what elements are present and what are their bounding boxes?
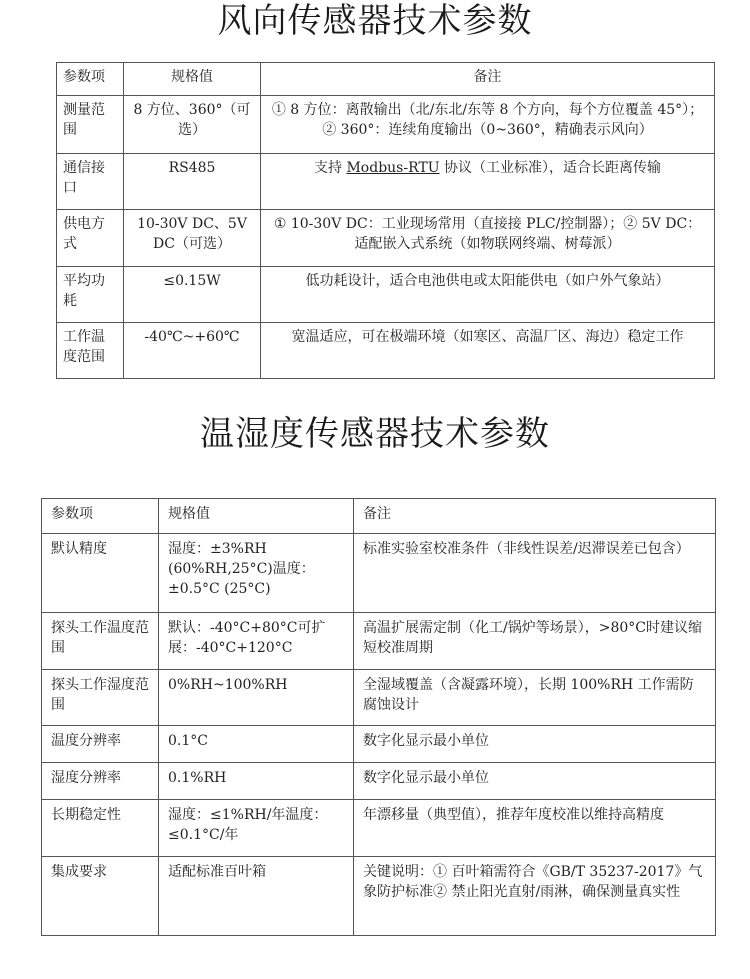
- note-cell: ① 10-30V DC：工业现场常用（直接接 PLC/控制器）；② 5V DC：适配嵌入式系统（如物联网终端、树莓派）: [261, 210, 715, 267]
- note-cell: 年漂移量（典型值），推荐年度校准以维持高精度: [354, 800, 716, 857]
- spec-cell: 默认：-40°C+80°C可扩展：-40°C+120°C: [159, 613, 354, 670]
- param-cell: 探头工作湿度范围: [42, 670, 159, 726]
- param-cell: 默认精度: [42, 534, 159, 613]
- header-note: 备注: [354, 499, 716, 534]
- wind-sensor-table: [56, 62, 715, 379]
- spec-cell: 湿度：≤1%RH/年温度：≤0.1°C/年: [159, 800, 354, 857]
- spec-cell: 10-30V DC、5V DC（可选）: [124, 210, 261, 267]
- table-row: [57, 154, 715, 210]
- note-cell: [261, 154, 715, 210]
- spec-cell: 0.1°C: [159, 726, 354, 763]
- temp-humidity-table: [41, 498, 716, 936]
- table-row: [42, 726, 716, 763]
- param-cell: 温度分辨率: [42, 726, 159, 763]
- header-param: 参数项: [42, 499, 159, 534]
- note-cell: 宽温适应，可在极端环境（如寒区、高温厂区、海边）稳定工作: [261, 323, 715, 379]
- note-cell: 高温扩展需定制（化工/锅炉等场景），>80°C时建议缩短校准周期: [354, 613, 716, 670]
- table-row: [42, 857, 716, 936]
- table-row: [57, 267, 715, 323]
- note-cell: 标准实验室校准条件（非线性误差/迟滞误差已包含）: [354, 534, 716, 613]
- spec-cell: ≤0.15W: [124, 267, 261, 323]
- note-cell: 关键说明：① 百叶箱需符合《GB/T 35237-2017》气象防护标准② 禁止阳光直射/雨淋，确保测量真实性: [354, 857, 716, 936]
- param-cell: 平均功耗: [57, 267, 124, 323]
- spec-cell: 湿度：±3%RH (60%RH,25°C)温度：±0.5°C (25°C): [159, 534, 354, 613]
- table-row: [57, 323, 715, 379]
- param-cell: 长期稳定性: [42, 800, 159, 857]
- note-pre: 支持: [314, 160, 347, 176]
- table-row: [42, 534, 716, 613]
- param-cell: 探头工作温度范围: [42, 613, 159, 670]
- spec-cell: RS485: [124, 154, 261, 210]
- header-param: 参数项: [57, 63, 124, 96]
- table-header-row: [42, 499, 716, 534]
- header-note: 备注: [261, 63, 715, 96]
- spec-cell: -40℃~+60℃: [124, 323, 261, 379]
- table-row: [42, 763, 716, 800]
- param-cell: 集成要求: [42, 857, 159, 936]
- param-cell: 测量范围: [57, 96, 124, 154]
- header-spec: 规格值: [124, 63, 261, 96]
- param-cell: 工作温度范围: [57, 323, 124, 379]
- temp-humidity-title: 温湿度传感器技术参数: [200, 414, 550, 454]
- param-cell: 湿度分辨率: [42, 763, 159, 800]
- wind-sensor-title: 风向传感器技术参数: [217, 1, 533, 41]
- param-cell: 通信接口: [57, 154, 124, 210]
- spec-cell: 8 方位、360°（可选）: [124, 96, 261, 154]
- note-cell: 低功耗设计，适合电池供电或太阳能供电（如户外气象站）: [261, 267, 715, 323]
- header-spec: 规格值: [159, 499, 354, 534]
- note-cell: 数字化显示最小单位: [354, 726, 716, 763]
- modbus-link-text: Modbus-RTU: [346, 160, 440, 176]
- table-header-row: [57, 63, 715, 96]
- table-row: [42, 613, 716, 670]
- spec-cell: 0%RH~100%RH: [159, 670, 354, 726]
- note-cell: 全湿域覆盖（含凝露环境），长期 100%RH 工作需防腐蚀设计: [354, 670, 716, 726]
- note-cell: ① 8 方位：离散输出（北/东北/东等 8 个方向，每个方位覆盖 45°）；② 360°：连续角度输出（0~360°，精确表示风向）: [261, 96, 715, 154]
- table-row: [42, 800, 716, 857]
- table-row: [42, 670, 716, 726]
- table-row: [57, 210, 715, 267]
- spec-cell: 适配标准百叶箱: [159, 857, 354, 936]
- param-cell: 供电方式: [57, 210, 124, 267]
- table-row: [57, 96, 715, 154]
- note-post: 协议（工业标准），适合长距离传输: [439, 160, 661, 176]
- note-cell: 数字化显示最小单位: [354, 763, 716, 800]
- spec-cell: 0.1%RH: [159, 763, 354, 800]
